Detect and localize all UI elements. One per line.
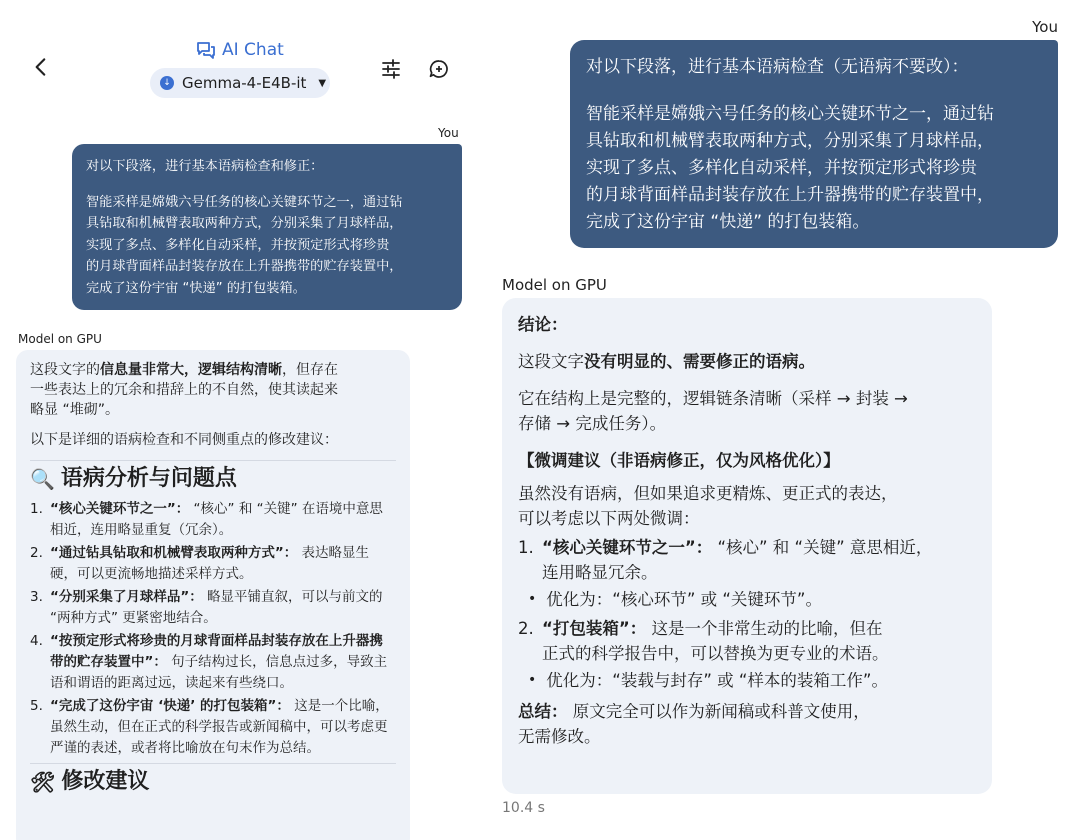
new-chat-icon	[428, 58, 450, 80]
conclusion-text: 这段文字没有明显的、需要修正的语病。	[518, 352, 815, 371]
list-item: 5. “完成了这份宇宙 ‘快递’ 的打包装箱”： 这是一个比喻，虽然生动，但在正式的科学报告或新闻稿中，可以考虑更严谨的表述，或者将比喻放在句末作为总结。	[30, 698, 389, 756]
user-text-line: 智能采样是嫦娥六号任务的核心关键环节之一，通过钻	[86, 194, 403, 210]
tune-button[interactable]	[380, 58, 402, 80]
user-text-line: 具钻取和机械臂表取两种方式，分别采集了月球样品，	[586, 131, 994, 151]
user-text-line: 实现了多点、多样化自动采样，并按预定形式将珍贵	[86, 237, 390, 253]
magnifier-icon: 🔍	[30, 467, 55, 491]
model-selector[interactable]	[150, 68, 330, 98]
model-response-bubble	[502, 298, 992, 794]
list-item: 3. “分别采集了月球样品”： 略显平铺直叙，可以与前文的 “两种方式” 更紧密地结合。	[30, 589, 383, 626]
model-label: Model on GPU	[502, 276, 607, 294]
app-title	[196, 40, 284, 60]
user-text-line: 的月球背面样品封装存放在上升器携带的贮存装置中，	[586, 185, 994, 205]
divider	[30, 460, 396, 461]
back-button[interactable]	[28, 54, 54, 80]
user-message-bubble	[570, 40, 1058, 248]
list-item: 1. “核心关键环节之一”： “核心” 和 “关键” 在语境中意思相近，连用略显重复（冗余）。	[30, 501, 383, 538]
app-title-text: AI Chat	[222, 40, 284, 60]
list-item: 2. “通过钻具钻取和机械臂表取两种方式”： 表达略显生硬，可以更流畅地描述采样方式。	[30, 545, 370, 582]
user-message-bubble	[72, 144, 462, 310]
user-label: You	[1032, 18, 1058, 36]
new-chat-button[interactable]	[428, 58, 450, 80]
tools-icon: 🛠	[30, 770, 56, 794]
issue-list	[30, 499, 396, 759]
model-label: Model on GPU	[18, 332, 102, 346]
model-name: Gemma-4-E4B-it	[182, 74, 307, 92]
user-prompt: 对以下段落，进行基本语病检查（无语病不要改）：	[586, 57, 969, 77]
sliders-icon	[380, 58, 402, 80]
list-item: 1. “核心关键环节之一”： “核心” 和 “关键” 意思相近， 连用略显冗余。	[518, 538, 933, 582]
tweak-heading: 【微调建议（非语病修正，仅为风格优化）】	[518, 451, 840, 470]
response-intro: 这段文字的信息量非常大，逻辑结构清晰，但存在 一些表达上的冗余和措辞上的不自然，使其读起来 略显 “堆砌”。	[30, 362, 338, 418]
divider	[30, 763, 396, 764]
summary: 总结： 原文完全可以作为新闻稿或科普文使用， 无需修改。	[518, 702, 870, 746]
user-text-line: 实现了多点、多样化自动采样，并按预定形式将珍贵	[586, 158, 977, 178]
right-panel	[500, 0, 1080, 840]
app-header	[0, 30, 480, 100]
response-intro2: 以下是详细的语病检查和不同侧重点的修改建议：	[30, 432, 338, 448]
structure-text: 它在结构上是完整的，逻辑链条清晰（采样 → 封装 → 存储 → 完成任务）。	[518, 389, 908, 433]
download-icon: ↓	[160, 76, 174, 90]
section-heading-analysis: 🔍 语病分析与问题点	[30, 466, 237, 491]
left-panel	[0, 0, 480, 840]
response-time: 10.4 s	[502, 800, 545, 816]
list-item: 2. “打包装箱”： 这是一个非常生动的比喻，但在 正式的科学报告中，可以替换为更专业的术语。	[518, 619, 889, 663]
tweak-intro: 虽然没有语病，但如果追求更精炼、更正式的表达， 可以考虑以下两处微调：	[518, 484, 898, 528]
user-text-line: 完成了这份宇宙 “快递” 的打包装箱。	[86, 280, 306, 296]
sub-item: • 优化为：“核心环节” 或 “关键环节”。	[528, 590, 822, 609]
user-prompt: 对以下段落，进行基本语病检查和修正：	[86, 159, 324, 174]
conclusion-label: 结论：	[518, 315, 568, 334]
caret-down-icon: ▼	[318, 77, 327, 89]
user-text-line: 智能采样是嫦娥六号任务的核心关键环节之一，通过钻	[586, 104, 994, 124]
user-label: You	[438, 126, 459, 140]
user-text-line: 的月球背面样品封装存放在上升器携带的贮存装置中，	[86, 259, 403, 274]
tweak-list	[518, 535, 976, 693]
chat-bubbles-icon	[196, 41, 216, 59]
user-text-line: 具钻取和机械臂表取两种方式，分别采集了月球样品，	[86, 216, 403, 231]
section-heading-suggestions: 🛠 修改建议	[30, 769, 150, 794]
chevron-left-icon	[28, 54, 54, 80]
list-item: 4. “按预定形式将珍贵的月球背面样品封装存放在上升器携带的贮存装置中”： 句子结构过长，信息点过多，导致主语和谓语的距离过远，读起来有些绕口。	[30, 633, 388, 691]
model-response-bubble	[16, 350, 410, 840]
user-text-line: 完成了这份宇宙 “快递” 的打包装箱。	[586, 212, 870, 232]
sub-item: • 优化为：“装载与封存” 或 “样本的装箱工作”。	[528, 671, 888, 690]
